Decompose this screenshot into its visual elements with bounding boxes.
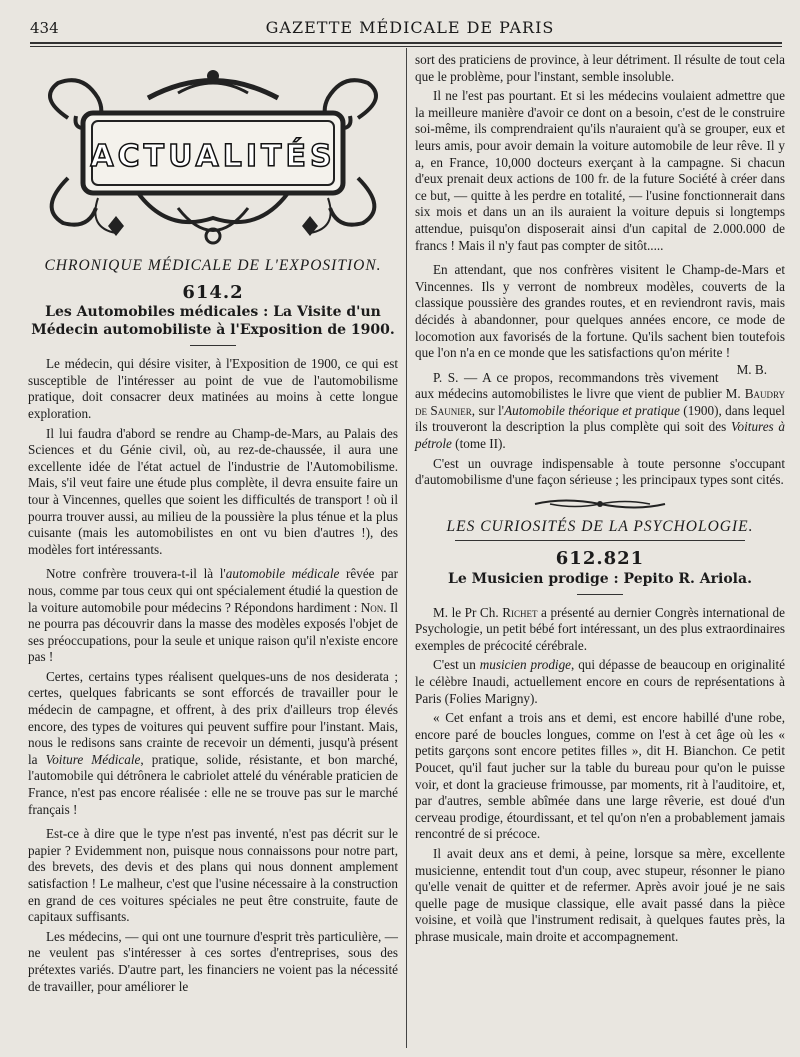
paragraph: C'est un musicien prodige, qui dépasse de beaucoup en originalité le célèbre Inaudi, actuellement encore en cours de représentations à Paris (Folies Marigny). [415, 657, 785, 706]
paragraph: sort des praticiens de province, à leur détriment. Il résulte de tout cela que le problème, pour l'instant, semble insoluble. [415, 52, 785, 84]
paragraph: Le médecin, qui désire visiter, à l'Exposition de 1900, ce qui est susceptible de l'intéresser au point de vue de l'automobilisme pratique, doit consacrer deux matinées au moins à cette longue exploration. [28, 356, 398, 421]
right-column [415, 52, 785, 949]
left-column [28, 52, 398, 998]
article-title-line-2: Médecin automobiliste à l'Exposition de 1900. [31, 322, 395, 339]
paragraph: Certes, certains types réalisent quelques-uns de nos desiderata ; certes, quelques fabricants se sont efforcés de travailler pour le médecin de campagne, et offrent, à des prix d'ailleurs trop élevés encore, des types de voitures qui peuvent suffire pour l'instant. Mais, nous le redisons sans crainte de recevoir un démenti, jusqu'à présent la Voiture Médicale, pratique, solide, résistante, et bon marché, l'automobile qui détrônera le cabriolet attelé du vénérable praticien de France, n'est pas encore réalisée : elle ne se trouve pas sur le marché français ! [28, 668, 398, 817]
article-title: Le Musicien prodige : Pepito R. Ariola. [448, 570, 752, 587]
short-rule [190, 345, 236, 346]
postscript: P. S. — A ce propos, recommandons très vivement aux médecins automobilistes le livre que vient de publier M. Baudry de Saunier, sur l'Automobile théorique et pratique (1900), dans lequel ils trouveront la description la plus complète qui soit des Voitures à pétrole (tome II). [415, 369, 785, 452]
paragraph: M. le Pr Ch. Richet a présenté au dernier Congrès international de Psychologie, un petit bébé fort intéressant, un des plus extraordinaires exemples de précocité cérébrale. [415, 604, 786, 653]
ornamental-cartouche-icon [28, 58, 398, 258]
article-title [28, 303, 398, 339]
actualites-banner [28, 58, 398, 258]
paragraph: Notre confrère trouvera-t-il là l'automobile médicale rêvée par nous, comme par tous ceux qui ont spécialement étudié la question de la voiture automobile pour médecins ? Répondons hardiment : Non. Il ne pourra pas découvrir dans la masse des modèles exposés l'objet de ses préoccupations, pour la seule et unique raison qu'il n'existe encore pas ! [28, 566, 398, 665]
class-number: 612.821 [555, 548, 645, 570]
paragraph: Les médecins, — qui ont une tournure d'esprit très particulière, — ne veulent pas s'intéresser à ces sortes d'entreprises, sous des prétextes variés. D'autre part, les financiers ne voient pas la nécessité de travailler, pour améliorer le [28, 928, 398, 994]
paragraph: Est-ce à dire que le type n'est pas inventé, n'est pas décrit sur le papier ? Evidemment non, puisque nous connaissons pour notre part, des brevets, des devis et des plans qui nous donnent amplement satisfaction ! Le malheur, c'est que l'usine nécessaire à la construction en grand de ces voitures spéciales ne peut être construite, faute de capitaux suffisants. [28, 826, 398, 925]
paragraph: En attendant, que nos confrères visitent le Champ-de-Mars et Vincennes. Ils y verront de nombreux modèles, couverts de la classique poussière des grandes routes, et en reviendront ravis, mais décidés à abandonner, pour quelques années encore, ce mode de locomotion aux favorisés de la fortune. Qu'ils sachent bien toutefois que l'on n'a en ce monde que les satisfactions qu'on mérite ! M. B. [415, 262, 785, 377]
short-rule [577, 594, 623, 595]
page-number: 434 [30, 19, 59, 37]
page-header [30, 14, 790, 42]
article-title-line-1: Les Automobiles médicales : La Visite d'un [45, 304, 381, 321]
header-rule-thin [30, 46, 782, 47]
section-title: CHRONIQUE MÉDICALE DE L'EXPOSITION. [44, 257, 382, 274]
ornament-divider-icon [415, 497, 785, 516]
paragraph: C'est un ouvrage indispensable à toute personne s'occupant d'automobilisme d'une façon sérieuse ; les principaux types sont cités. [415, 455, 785, 488]
paragraph: Il avait deux ans et demi, à peine, lorsque sa mère, excellente musicienne, entendit tout d'un coup, avec stupeur, résonner le piano qu'elle venait de quitter et de refermer. Après avoir joué je ne sais quelle page de musique classique, elle avait passé dans la pièce voisine, et voilà que l'instrument redisait, à quelques fautes près, la phrase musicale, main droite et accompagnement. [415, 845, 785, 944]
header-rule [30, 42, 782, 44]
paragraph: Il ne l'est pas pourtant. Et si les médecins voulaient admettre que la meilleure manière d'avoir ce dont on a besoin, c'est de le construire soi-même, ils comprendraient qu'ils n'auraient qu'à se grouper, eux et leurs amis, pour avoir demain la voiture automobile de leur rêve. Il y a, en France, 10,000 docteurs exerçant à la campagne. Si chacun d'eux prenait deux actions de 100 fr. de la future Société à créer dans ce but, — quitte à les perdre en totalité, — l'usine fonctionnerait dans six mois et dans un an ils auraient la voiture depuis si longtemps attendue, puisqu'on disposerait ainsi d'un capital de 2.000.000 de francs ! Mais il n'y faut pas compter de sitôt..... [415, 88, 785, 253]
column-divider [406, 48, 407, 1048]
paragraph: « Cet enfant a trois ans et demi, est encore habillé d'une robe, encore paré de boucles longues, comme on l'est à cet âge où les « petits garçons sont encore petites filles », dit H. Bianchon. Ce petit Poucet, qu'il faut jucher sur la table du bureau pour qu'on le puisse voir, et dont la gracieuse frimousse, par moments, rit à l'auditoire, et, par d'autres, semble abîmée dans une large rêverie, est doué d'un cerveau prodige, étourdissant, et tel qu'on n'en a probablement jamais rencontré de si précoce. [415, 710, 785, 842]
paragraph: Il lui faudra d'abord se rendre au Champ-de-Mars, au Palais des Sciences et du Génie civil, où, au rez-de-chaussée, il aura une excellente idée de l'état actuel de l'industrie de l'Automobilisme. Mais, s'il veut faire une étude plus complète, il devra ensuite faire un tour à Vincennes, quelles que soient les difficultés de transport ! où il pourra trouver aussi, au milieu de la poussière la plus ténue et la plus cuisante (mais les automobilistes en ont vu bien d'autres !), des modèles fort intéressants. [28, 425, 398, 557]
section-title: LES CURIOSITÉS DE LA PSYCHOLOGIE. [446, 518, 754, 536]
title-underline [455, 540, 745, 541]
class-number: 614.2 [182, 281, 244, 303]
journal-title: GAZETTE MÉDICALE DE PARIS [265, 18, 555, 37]
banner-title: ACTUALITÉS [90, 139, 336, 174]
signature: M. B. [736, 361, 767, 377]
